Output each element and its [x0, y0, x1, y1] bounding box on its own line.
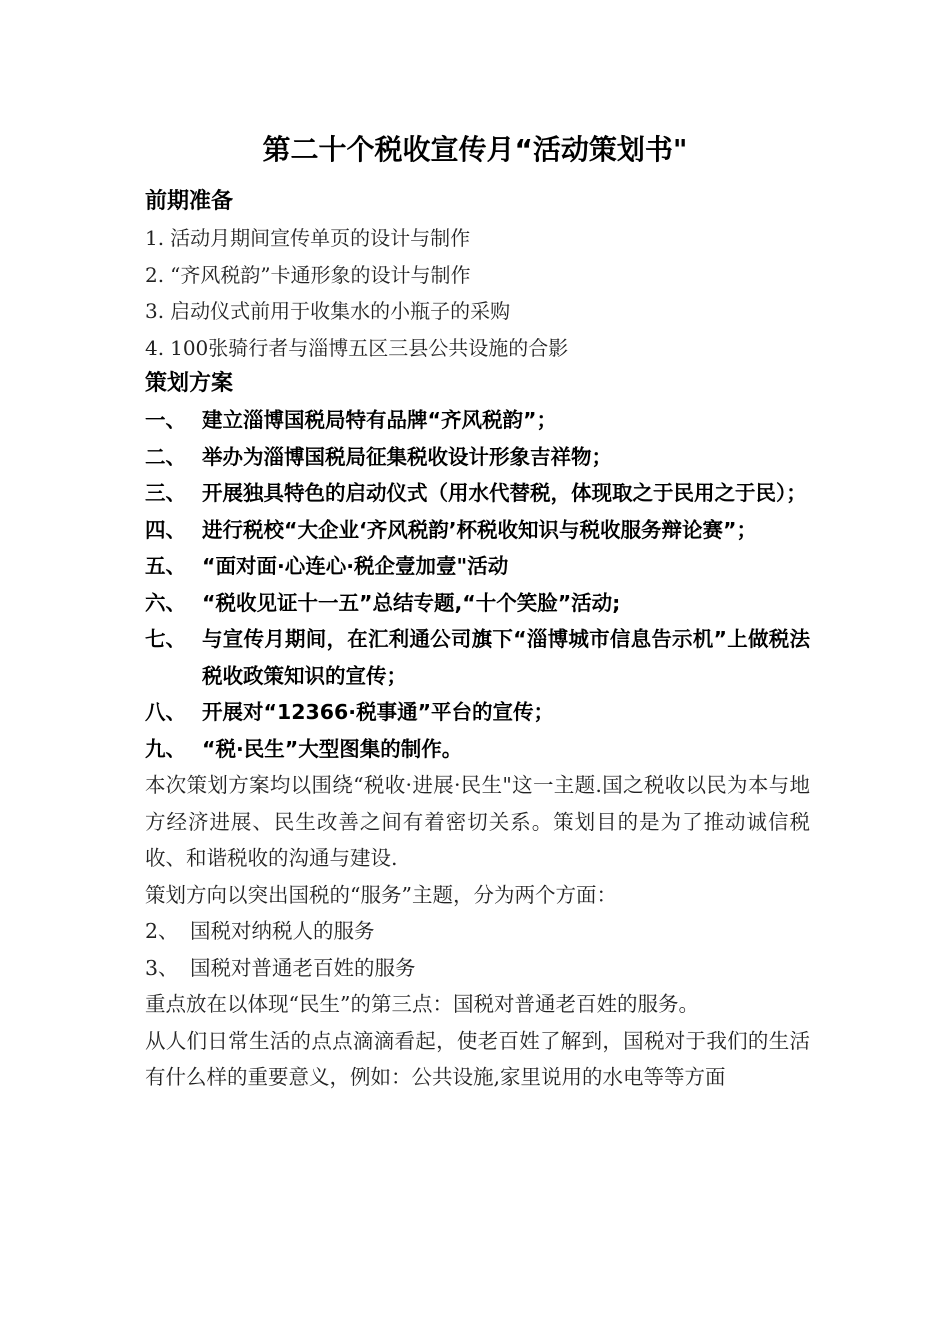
document-body [145, 184, 810, 1096]
list-item: 七、 与宣传月期间，在汇利通公司旗下“淄博城市信息告示机”上做税法税收政策知识的宣传； [145, 627, 810, 688]
paragraph-focus: 重点放在以体现“民生”的第三点：国税对普通老百姓的服务。 [145, 992, 699, 1016]
section-heading-plan: 策划方案 [145, 371, 234, 396]
list-item: 五、 “面对面·心连心·税企壹加壹"活动 [145, 554, 509, 578]
list-item: 三、 开展独具特色的启动仪式（用水代替税，体现取之于民用之于民）； [145, 481, 807, 505]
list-item: 八、 开展对“12366·税事通”平台的宣传； [145, 700, 555, 724]
plan-list [145, 402, 810, 767]
preparation-list [145, 220, 810, 366]
list-item: 1. 活动月期间宣传单页的设计与制作 [145, 226, 471, 250]
list-item: 4. 100张骑行者与淄博五区三县公共设施的合影 [145, 335, 569, 360]
list-item: 六、 “税收见证十一五”总结专题,“十个笑脸”活动; [145, 590, 621, 615]
paragraph-direction: 策划方向以突出国税的“服务”主题，分为两个方面： [145, 882, 617, 907]
section-heading-preparation: 前期准备 [145, 189, 234, 214]
list-item: 2、 国税对纳税人的服务 [145, 919, 375, 943]
direction-list [145, 913, 810, 986]
list-item: 3、 国税对普通老百姓的服务 [145, 955, 416, 980]
paragraph-daily-life: 从人们日常生活的点点滴滴看起，使老百姓了解到，国税对于我们的生活有什么样的重要意义，例如：公共设施,家里说用的水电等等方面 [145, 1028, 810, 1089]
list-item: 一、 建立淄博国税局特有品牌“齐风税韵”； [145, 408, 557, 432]
list-item: 3. 启动仪式前用于收集水的小瓶子的采购 [145, 299, 511, 323]
paragraph-theme: 本次策划方案均以围绕“税收·进展·民生"这一主题.国之税收以民为本与地方经济进展、民生改善之间有着密切关系。策划目的是为了推动诚信税收、和谐税收的沟通与建设. [145, 773, 810, 870]
document-title: 第二十个税收宣传月“活动策划书" [262, 133, 688, 166]
list-item: 二、 举办为淄博国税局征集税收设计形象吉祥物； [145, 444, 612, 469]
list-item: 2. “齐风税韵”卡通形象的设计与制作 [145, 262, 471, 287]
list-item: 四、 进行税校“大企业‘齐风税韵’杯税收知识与税收服务辩论赛”； [145, 517, 758, 542]
list-item: 九、 “税·民生”大型图集的制作。 [145, 736, 463, 761]
